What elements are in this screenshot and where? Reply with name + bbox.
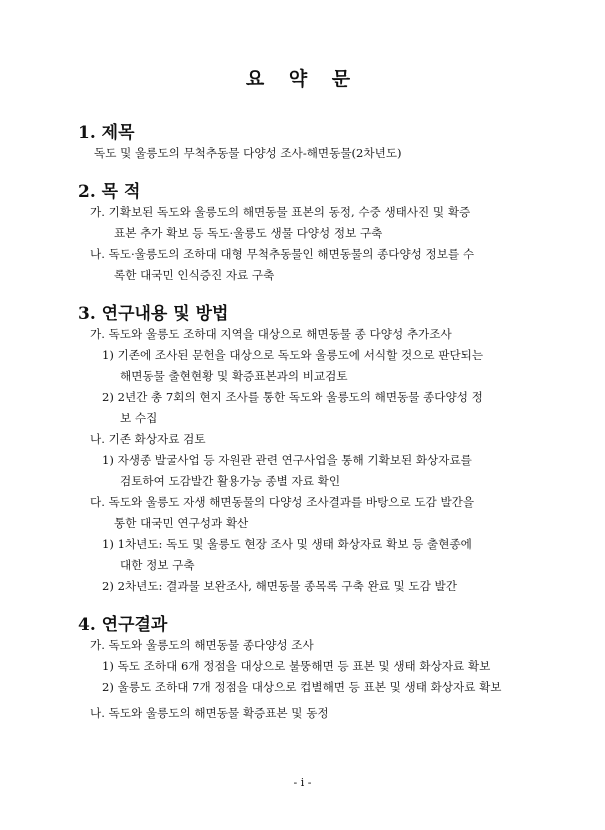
section-3-item-na: 나. 기존 화상자료 검토 xyxy=(90,432,206,446)
section-heading-2: 2. 목 적 xyxy=(78,182,141,202)
section-4-item-ga-1: 1) 독도 조하대 6개 정점을 대상으로 불뚱해면 등 표본 및 생태 화상자료 확보 xyxy=(102,659,491,673)
section-2-item-na: 나. 독도·울릉도의 조하대 대형 무척추동물인 해면동물의 종다양성 정보를 수 xyxy=(90,247,475,261)
section-3-item-ga-1: 1) 기존에 조사된 문헌을 대상으로 독도와 울릉도에 서식할 것으로 판단되는 xyxy=(102,348,484,362)
section-3-item-da-2: 2) 2차년도: 결과물 보완조사, 해면동물 종목록 구축 완료 및 도감 발간 xyxy=(102,579,457,593)
section-3-item-da-1-cont: 대한 정보 구축 xyxy=(120,558,195,572)
section-4-item-ga-2: 2) 울릉도 조하대 7개 정점을 대상으로 컵별해면 등 표본 및 생태 화상자료 확보 xyxy=(102,680,502,694)
section-3-item-ga: 가. 독도와 울릉도 조하대 지역을 대상으로 해면동물 종 다양성 추가조사 xyxy=(90,327,452,341)
section-3-item-da-cont: 통한 대국민 연구성과 확산 xyxy=(114,516,249,530)
section-2-item-ga-cont: 표본 추가 확보 등 독도·울릉도 생물 다양성 정보 구축 xyxy=(114,226,383,240)
section-3-item-na-1: 1) 자생종 발굴사업 등 자원관 관련 연구사업을 통해 기확보된 화상자료를 xyxy=(102,453,472,467)
section-3-item-na-1-cont: 검토하여 도감발간 활용가능 종별 자료 확인 xyxy=(120,474,341,488)
section-4-item-ga: 가. 독도와 울릉도의 해면동물 종다양성 조사 xyxy=(90,638,314,652)
section-heading-3: 3. 연구내용 및 방법 xyxy=(78,304,229,324)
section-3-item-ga-2: 2) 2년간 총 7회의 현지 조사를 통한 독도와 울릉도의 해면동물 종다양성 정 xyxy=(102,390,483,404)
section-2-item-ga: 가. 기확보된 독도와 울릉도의 해면동물 표본의 동정, 수중 생태사진 및 확증 xyxy=(90,205,471,219)
page-number: - i - xyxy=(293,776,312,789)
section-3-item-ga-2-cont: 보 수집 xyxy=(120,411,158,425)
section-1-line-1: 독도 및 울릉도의 무척추동물 다양성 조사-해면동물(2차년도) xyxy=(94,146,402,160)
section-3-item-da: 다. 독도와 울릉도 자생 해면동물의 다양성 조사결과를 바탕으로 도감 발간을 xyxy=(90,495,475,509)
section-2-item-na-cont: 록한 대국민 인식증진 자료 구축 xyxy=(114,268,275,282)
section-3-item-ga-1-cont: 해면동물 출현현황 및 확증표본과의 비교검토 xyxy=(120,369,348,383)
section-3-item-da-1: 1) 1차년도: 독도 및 울릉도 현장 조사 및 생태 화상자료 확보 등 출현종에 xyxy=(102,537,472,551)
section-4-item-na: 나. 독도와 울릉도의 해면동물 확증표본 및 동정 xyxy=(90,706,329,720)
section-heading-4: 4. 연구결과 xyxy=(78,615,168,635)
page-title: 요 약 문 xyxy=(245,68,360,90)
section-heading-1: 1. 제목 xyxy=(78,123,135,143)
